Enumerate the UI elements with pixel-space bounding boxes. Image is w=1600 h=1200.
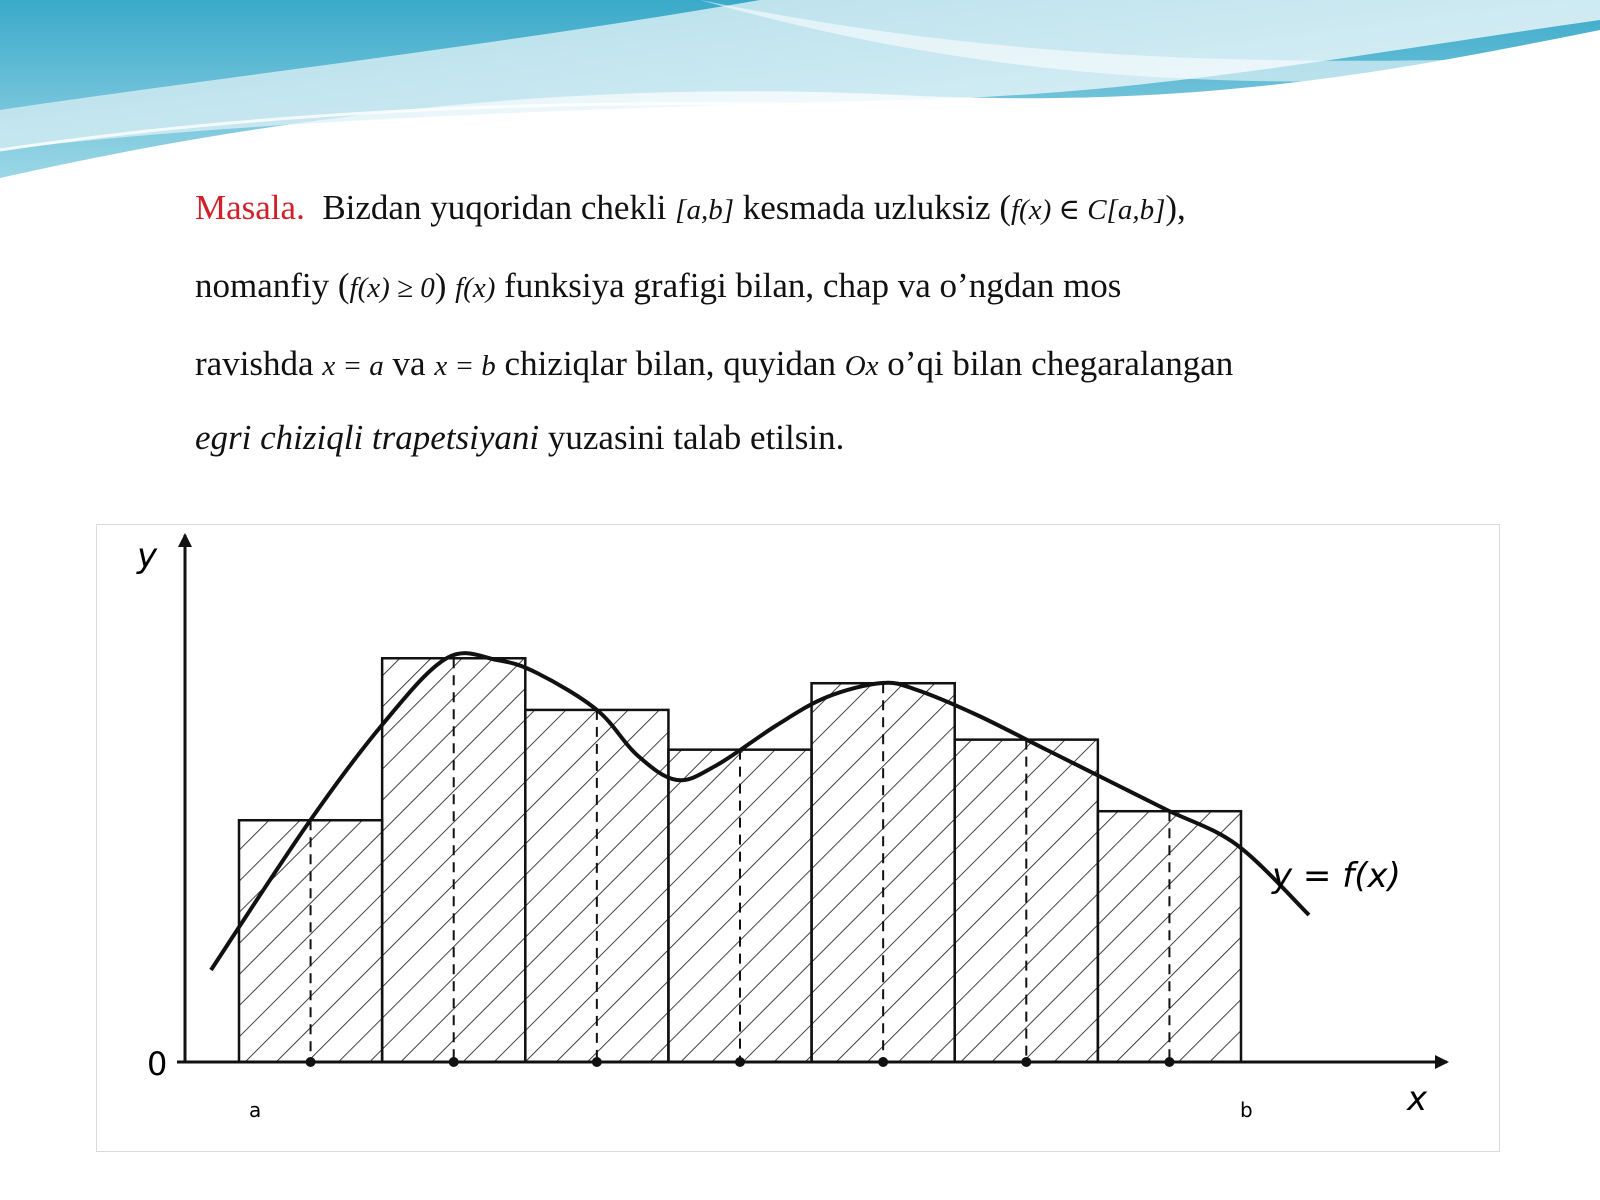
midpoint-dot <box>449 1057 459 1067</box>
line3-text-b: va <box>392 344 426 383</box>
midpoint-dot <box>306 1057 316 1067</box>
text-line-1 <box>195 190 1186 225</box>
line1-text-b: kesmada uzluksiz ( <box>742 188 1011 227</box>
line3-text-d: o’qi bilan chegaralangan <box>887 344 1234 383</box>
fx-symbol: f(x) <box>455 272 496 304</box>
b-label: b <box>1240 1098 1253 1122</box>
midpoint-dot <box>592 1057 602 1067</box>
interval-ab: [a,b] <box>675 194 734 226</box>
line4-text-rest: yuzasini talab etilsin. <box>547 418 845 457</box>
curve-label: y = f(x) <box>1272 856 1401 896</box>
riemann-sum-figure <box>96 524 1500 1152</box>
midpoint-dot <box>878 1057 888 1067</box>
header-wave-banner <box>0 0 1600 190</box>
line2-text-c: funksiya grafigi bilan, chap va o’ngdan mos <box>504 266 1122 305</box>
masala-label: Masala. <box>195 188 305 227</box>
continuity-formula: f(x) ∈ C[a,b] <box>1010 194 1166 226</box>
a-label: a <box>249 1098 262 1122</box>
line1-text-c: ), <box>1165 188 1186 227</box>
figure-canvas <box>97 525 1499 1151</box>
midpoint-dot <box>735 1057 745 1067</box>
line3-text-a: ravishda <box>195 344 314 383</box>
line3-text-c: chiziqlar bilan, quyidan <box>504 344 836 383</box>
origin-label: 0 <box>147 1045 168 1083</box>
curvilinear-trapezoid-term: egri chiziqli trapetsiyani <box>195 418 540 457</box>
line2-text-a: nomanfiy ( <box>195 266 350 305</box>
x-equals-b: x = b <box>434 350 496 382</box>
line2-text-b: ) <box>434 266 447 305</box>
x-equals-a: x = a <box>322 350 384 382</box>
y-axis-label: y <box>137 536 158 576</box>
line1-text-a: Bizdan yuqoridan chekli <box>322 188 667 227</box>
text-line-3 <box>195 346 1233 381</box>
midpoint-dot <box>1164 1057 1174 1067</box>
x-axis-label: x <box>1407 1079 1428 1119</box>
text-line-4 <box>195 420 844 455</box>
ox-axis-symbol: Ox <box>844 350 879 382</box>
nonnegative-formula: f(x) ≥ 0 <box>349 272 435 304</box>
text-line-2 <box>195 268 1121 303</box>
midpoint-dot <box>1021 1057 1031 1067</box>
